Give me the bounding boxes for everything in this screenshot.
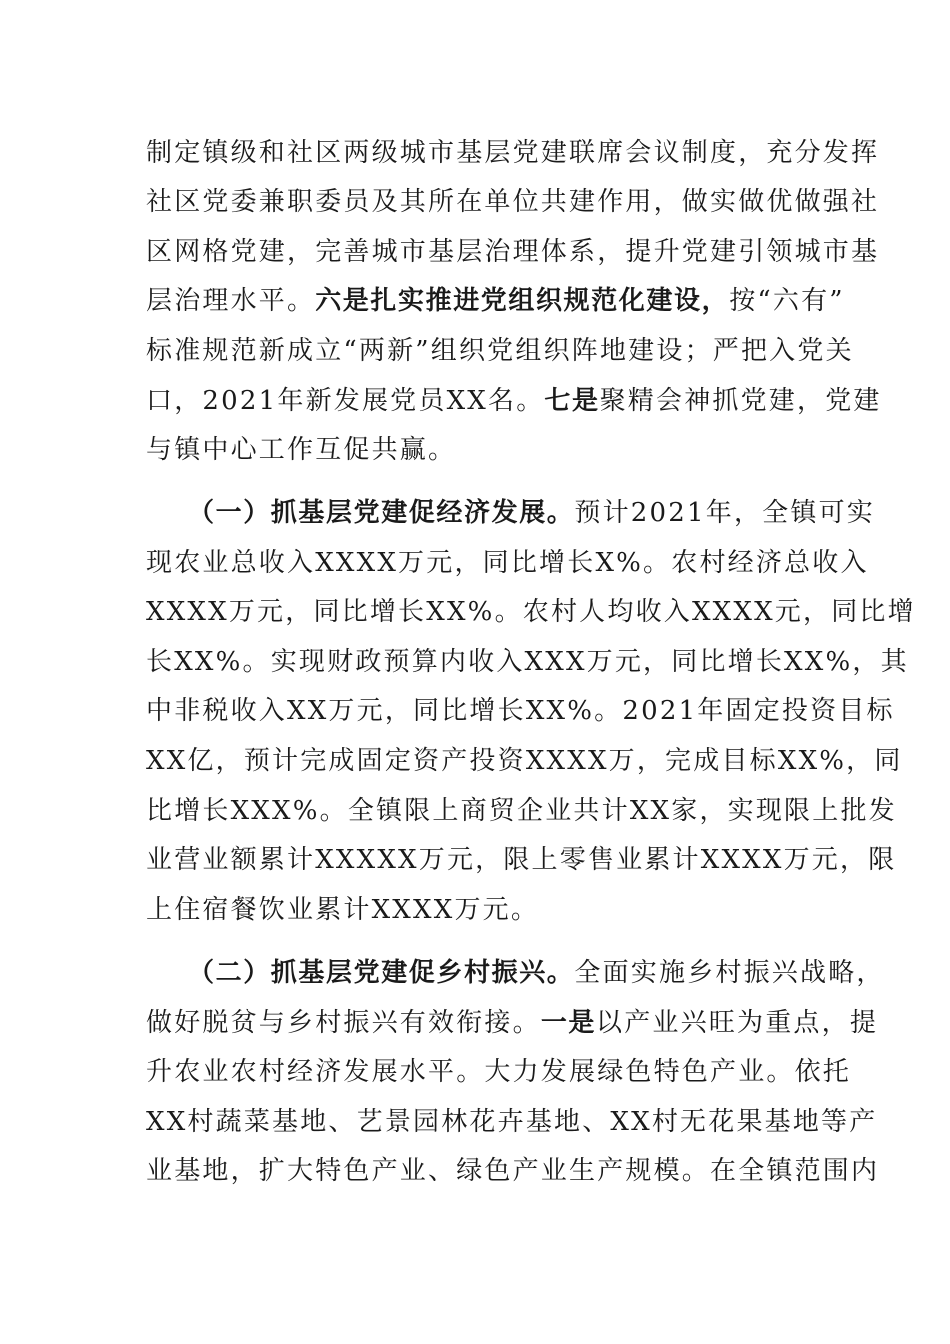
bold-text-run: 六是扎实推进党组织规范化建设， (315, 286, 730, 316)
paragraph-line (146, 1146, 880, 1196)
text-run: 上住宿餐饮业累计XXXX万元。 (146, 895, 540, 925)
paragraph-line (146, 998, 879, 1048)
section-heading: （一）抓基层党建促经济发展。 (188, 498, 575, 528)
text-run: 制定镇级和社区两级城市基层党建联席会议制度，充分发挥 (146, 138, 880, 168)
paragraph-line (146, 1097, 878, 1147)
text-run: 比增长XXX%。全镇限上商贸企业共计XX家，实现限上批发 (146, 796, 897, 826)
text-run: 中非税收入XX万元，同比增长XX%。2021年固定投资目标 (146, 696, 895, 726)
paragraph-line (146, 128, 880, 178)
text-run: 区网格党建，完善城市基层治理体系，提升党建引领城市基 (146, 237, 880, 267)
paragraph-line (146, 276, 845, 326)
paragraph-line (146, 736, 903, 786)
paragraph-line (146, 425, 816, 475)
text-run: 升农业农村经济发展水平。大力发展绿色特色产业。依托 (146, 1057, 852, 1087)
text-run: XXXX万元，同比增长XX%。农村人均收入XXXX元，同比增 (146, 597, 916, 627)
paragraph-line (146, 885, 816, 935)
section-heading: （二）抓基层党建促乡村振兴。 (188, 958, 575, 988)
bold-text-run: 七是 (544, 386, 600, 416)
text-run: 现农业总收入XXXX万元，同比增长X%。农村经济总收入 (146, 548, 869, 578)
paragraph-line (146, 587, 916, 637)
text-run: 预计2021年，全镇可实 (574, 498, 875, 528)
text-run: 层治理水平。 (146, 286, 316, 316)
text-run: 全面实施乡村振兴战略， (574, 958, 885, 988)
text-run: 口，2021年新发展党员XX名。 (146, 386, 545, 416)
text-run: 长XX%。实现财政预算内收入XXX万元，同比增长XX%，其 (146, 647, 909, 677)
paragraph-line (146, 227, 880, 277)
bold-text-run: 一是 (540, 1008, 597, 1038)
text-run: 以产业兴旺为重点，提 (596, 1008, 879, 1038)
paragraph-line (146, 835, 897, 885)
paragraph-line (146, 538, 869, 588)
paragraph-line (146, 686, 895, 736)
text-run: 聚精会神抓党建，党建 (599, 386, 882, 416)
text-run: 做好脱贫与乡村振兴有效衔接。 (146, 1008, 541, 1038)
text-run: XX村蔬菜基地、艺景园林花卉基地、XX村无花果基地等产 (146, 1107, 878, 1137)
text-run: XX亿，预计完成固定资产投资XXXX万，完成目标XX%，同 (146, 746, 903, 776)
paragraph-line (146, 177, 880, 227)
text-run: 业营业额累计XXXXX万元，限上零售业累计XXXX万元，限 (146, 845, 897, 875)
section-heading-line (188, 948, 885, 998)
paragraph-line (146, 1047, 852, 1097)
section-heading-line (188, 488, 875, 538)
text-run: 社区党委兼职委员及其所在单位共建作用，做实做优做强社 (146, 187, 880, 217)
text-run: 与镇中心工作互促共赢。 (146, 435, 457, 465)
text-run: 业基地，扩大特色产业、绿色产业生产规模。在全镇范围内 (146, 1156, 880, 1186)
text-run: 按“六有” (729, 286, 845, 316)
text-run: 标准规范新成立“两新”组织党组织阵地建设；严把入党关 (146, 336, 854, 366)
paragraph-line (146, 637, 909, 687)
paragraph-line (146, 326, 854, 376)
paragraph-line (146, 376, 882, 426)
paragraph-line (146, 786, 897, 836)
